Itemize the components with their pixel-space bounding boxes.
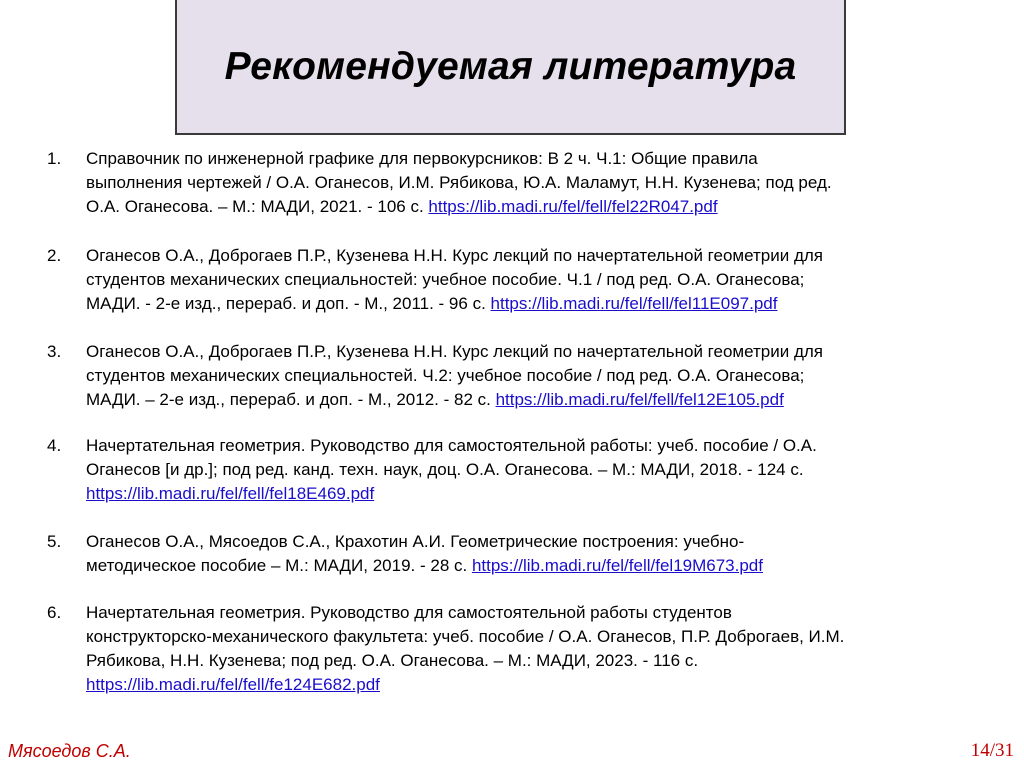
item-text	[86, 244, 823, 316]
item-number: 5.	[47, 532, 62, 551]
line-text: Справочник по инженерной графике для первокурсников: В 2 ч. Ч.1: Общие правила	[86, 149, 758, 168]
text-line	[86, 434, 817, 458]
item-text	[86, 601, 844, 697]
text-line	[86, 649, 844, 673]
text-line	[86, 268, 823, 292]
text-line	[86, 388, 823, 412]
line-text: Оганесов [и др.]; под ред. канд. техн. наук, доц. О.А. Оганесова. – М.: МАДИ, 2018. - 124 с.	[86, 460, 804, 479]
line-text: Оганесов О.А., Доброгаев П.Р., Кузенева Н.Н. Курс лекций по начертательной геометрии для	[86, 342, 823, 361]
text-line	[86, 482, 817, 506]
item-number: 6.	[47, 603, 62, 622]
text-line	[86, 530, 763, 554]
title-box	[175, 0, 846, 135]
text-line	[86, 364, 823, 388]
line-text: студентов механических специальностей: учебное пособие. Ч.1 / под ред. О.А. Оганесова;	[86, 270, 805, 289]
line-text: Начертательная геометрия. Руководство для самостоятельной работы студентов	[86, 603, 732, 622]
reference-link[interactable]: https://lib.madi.ru/fel/fell/fe124E682.pdf	[86, 675, 380, 694]
item-text	[86, 434, 817, 506]
item-text	[86, 530, 763, 578]
page-number: 14/31	[970, 740, 1014, 761]
line-text: студентов механических специальностей. Ч.2: учебное пособие / под ред. О.А. Оганесова;	[86, 366, 805, 385]
text-line	[86, 195, 832, 219]
text-line	[86, 554, 763, 578]
line-text: выполнения чертежей / О.А. Оганесов, И.М. Рябикова, Ю.А. Маламут, Н.Н. Кузенева; под ред.	[86, 173, 832, 192]
text-line	[86, 171, 832, 195]
reference-link[interactable]: https://lib.madi.ru/fel/fell/fel11E097.pdf	[490, 294, 778, 313]
line-text: конструкторско-механического факультета: учеб. пособие / О.А. Оганесов, П.Р. Доброгаев, И.М.	[86, 627, 845, 646]
slide-title: Рекомендуемая литература	[224, 44, 797, 88]
reference-link[interactable]: https://lib.madi.ru/fel/fell/fel22R047.pdf	[428, 197, 718, 216]
item-text	[86, 147, 832, 219]
text-line	[86, 340, 823, 364]
reference-link[interactable]: https://lib.madi.ru/fel/fell/fel18E469.pdf	[86, 484, 375, 503]
text-line	[86, 458, 817, 482]
line-text: МАДИ. – 2-е изд., перераб. и доп. - М., 2012. - 82 с.	[86, 390, 496, 409]
line-text: МАДИ. - 2-е изд., перераб. и доп. - М., 2011. - 96 с.	[86, 294, 491, 313]
item-number: 3.	[47, 342, 62, 361]
footer-author: Мясоедов С.А.	[8, 741, 131, 761]
text-line	[86, 673, 844, 697]
line-text: методическое пособие – М.: МАДИ, 2019. - 28 с.	[86, 556, 472, 575]
reference-link[interactable]: https://lib.madi.ru/fel/fell/fel19M673.pdf	[471, 556, 763, 575]
item-number: 1.	[47, 149, 62, 168]
text-line	[86, 292, 823, 316]
line-text: Рябикова, Н.Н. Кузенева; под ред. О.А. Оганесова. – М.: МАДИ, 2023. - 116 с.	[86, 651, 699, 670]
item-number: 2.	[47, 246, 62, 265]
text-line	[86, 625, 844, 649]
text-line	[86, 147, 832, 171]
item-text	[86, 340, 823, 412]
reference-link[interactable]: https://lib.madi.ru/fel/fell/fel12E105.pdf	[495, 390, 784, 409]
line-text: Оганесов О.А., Мясоедов С.А., Крахотин А.И. Геометрические построения: учебно-	[86, 532, 745, 551]
line-text: Начертательная геометрия. Руководство для самостоятельной работы: учеб. пособие / О.А.	[86, 436, 817, 455]
text-line	[86, 601, 844, 625]
line-text: О.А. Оганесова. – М.: МАДИ, 2021. - 106 с.	[86, 197, 429, 216]
line-text: Оганесов О.А., Доброгаев П.Р., Кузенева Н.Н. Курс лекций по начертательной геометрии для	[86, 246, 823, 265]
item-number: 4.	[47, 436, 62, 455]
text-line	[86, 244, 823, 268]
